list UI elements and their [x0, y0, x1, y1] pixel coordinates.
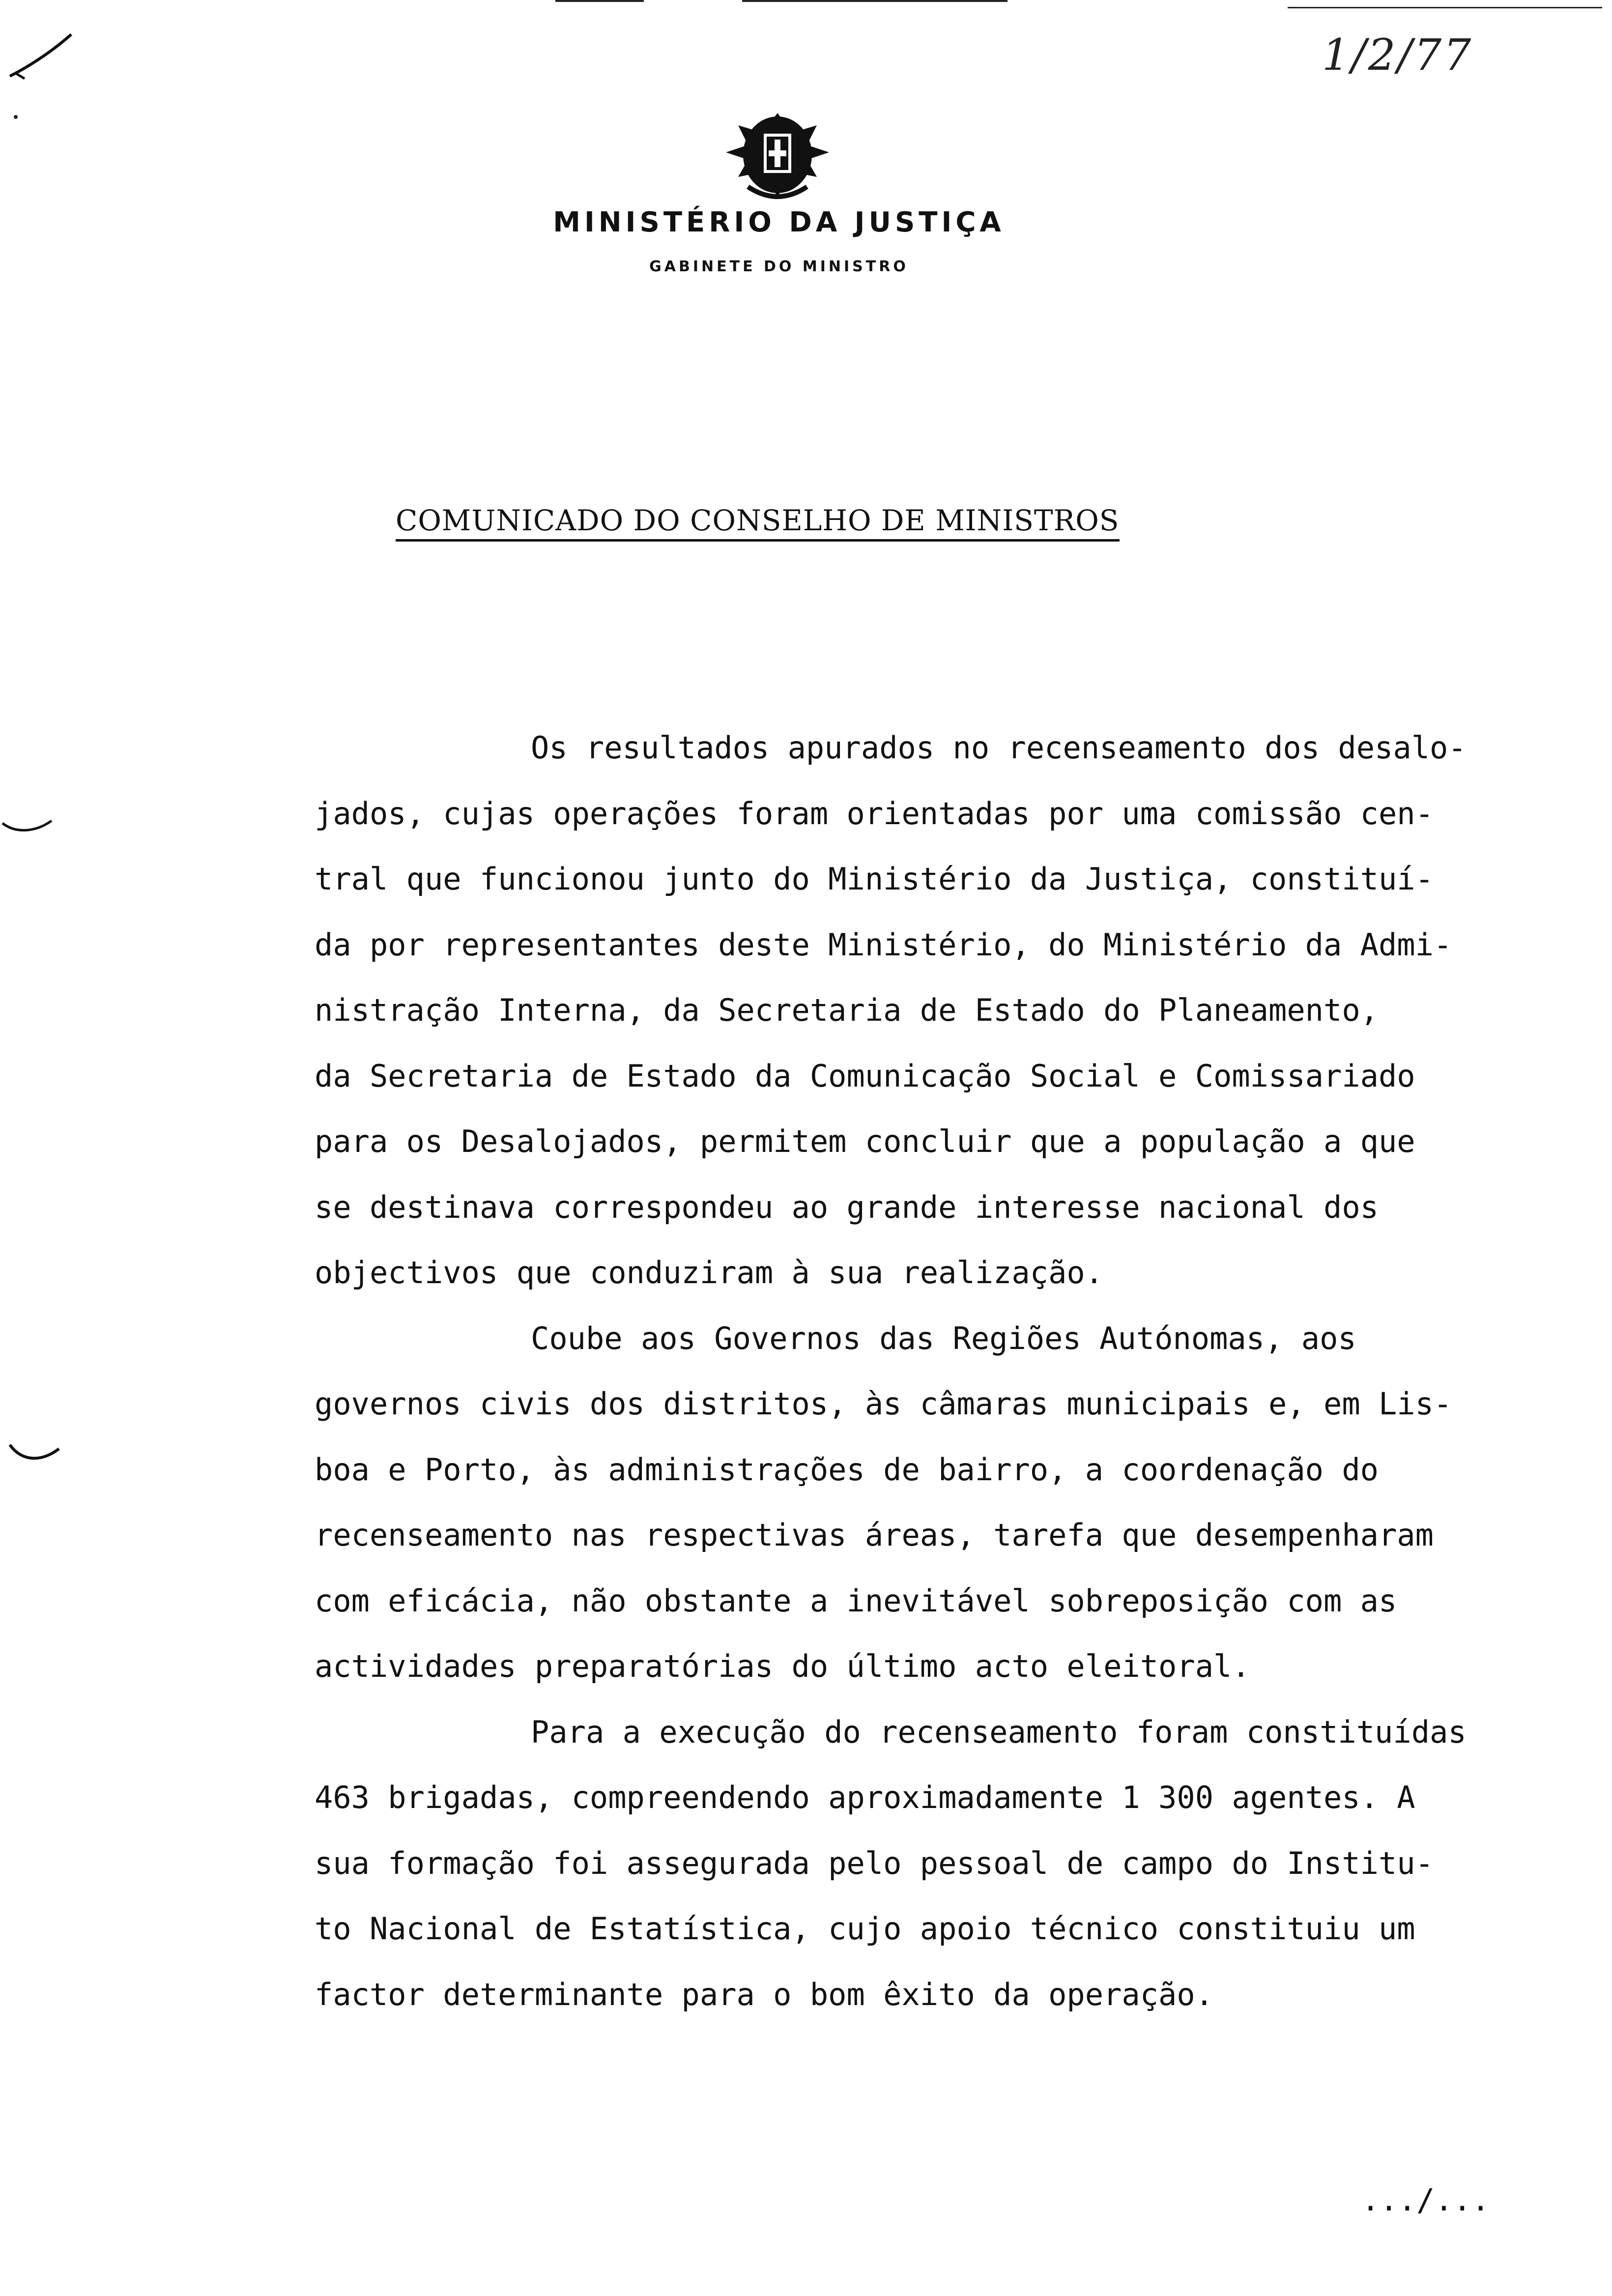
body-line: Os resultados apurados no recenseamento dos desalo- [531, 730, 1467, 766]
body-line: tral que funcionou junto do Ministério da Justiça, constituí- [315, 861, 1434, 897]
body-line: nistração Interna, da Secretaria de Estado do Planeamento, [315, 992, 1379, 1028]
coat-of-arms-icon [719, 103, 836, 206]
body-line: factor determinante para o bom êxito da operação. [315, 1976, 1214, 2012]
punch-hole-mark [7, 1435, 66, 1469]
body-line: se destinava correspondeu ao grande interesse nacional dos [315, 1189, 1379, 1225]
body-line: com eficácia, não obstante a inevitável sobreposição com as [315, 1582, 1397, 1619]
body-line: sua formação foi assegurada pelo pessoal de campo do Institu- [315, 1845, 1434, 1881]
body-line: jados, cujas operações foram orientadas por uma comissão cen- [315, 795, 1434, 832]
body-line: da Secretaria de Estado da Comunicação Social e Comissariado [315, 1058, 1415, 1094]
body-line: actividades preparatórias do último acto eleitoral. [315, 1648, 1250, 1684]
body-line: Para a execução do recenseamento foram constituídas [531, 1714, 1467, 1750]
body-line: para os Desalojados, permitem concluir que a população a que [315, 1123, 1415, 1159]
body-line: da por representantes deste Ministério, do Ministério da Admi- [315, 926, 1452, 963]
body-line: 463 brigadas, compreendendo aproximadamente 1 300 agentes. A [315, 1779, 1415, 1815]
margin-dot-mark [13, 114, 19, 120]
body-line: Coube aos Governos das Regiões Autónomas, aos [531, 1320, 1356, 1356]
scan-edge-line [742, 0, 1008, 2]
handwritten-reference: 1/2/77 [1322, 29, 1473, 80]
scan-edge-line [1288, 7, 1602, 8]
body-line: objectivos que conduziram à sua realização. [315, 1255, 1104, 1291]
ministry-subtitle: GABINETE DO MINISTRO [649, 258, 909, 275]
ministry-name: MINISTÉRIO DA JUSTIÇA [553, 206, 1005, 238]
continuation-marker: .../... [1361, 2182, 1490, 2218]
document-title: COMUNICADO DO CONSELHO DE MINISTROS [396, 504, 1120, 542]
punch-hole-mark [0, 811, 59, 845]
body-line: recenseamento nas respectivas áreas, tarefa que desempenharam [315, 1517, 1434, 1553]
body-line: to Nacional de Estatística, cujo apoio técnico constituiu um [315, 1911, 1415, 1947]
body-line: governos civis dos distritos, às câmaras municipais e, em Lis- [315, 1386, 1452, 1422]
margin-tick-mark [5, 29, 79, 84]
document-body [315, 715, 1543, 2027]
body-line: boa e Porto, às administrações de bairro, a coordenação do [315, 1451, 1379, 1488]
scan-edge-line [555, 0, 644, 2]
